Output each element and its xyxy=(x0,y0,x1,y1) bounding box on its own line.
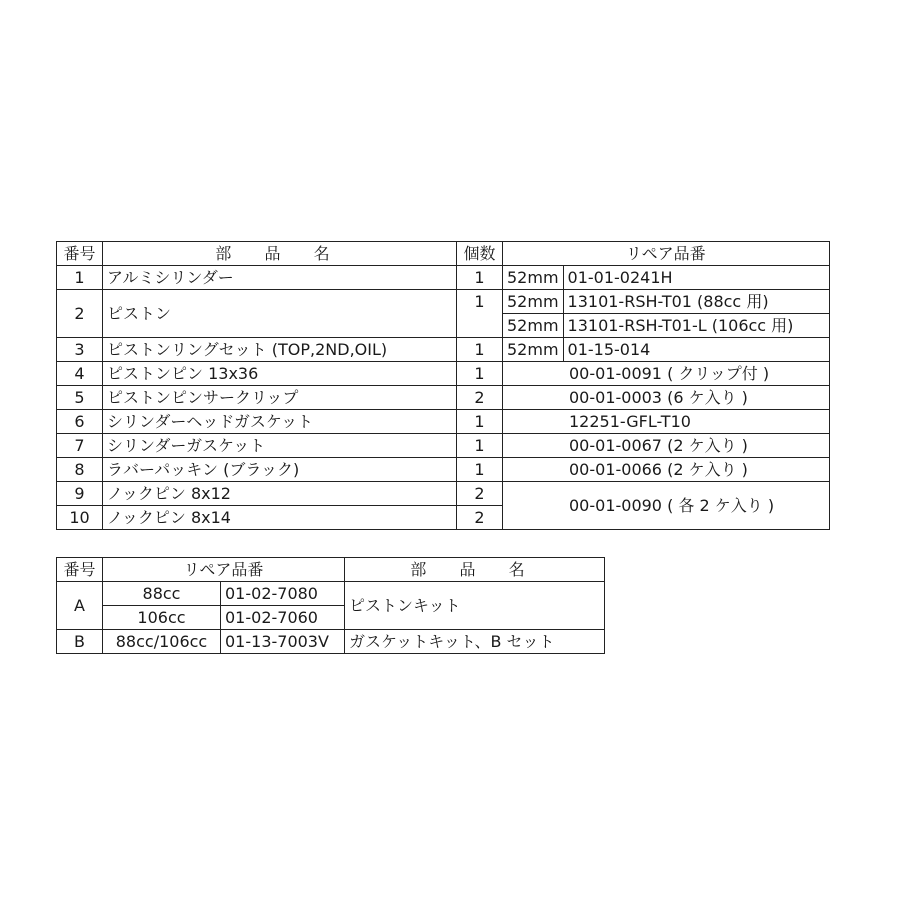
row-no: 6 xyxy=(57,410,103,434)
header-repair-number: リペア品番 xyxy=(503,242,830,266)
header-part-name: 部 品 名 xyxy=(103,242,457,266)
row-qty: 1 xyxy=(457,362,503,386)
row-qty: 1 xyxy=(457,410,503,434)
row-no: 10 xyxy=(57,506,103,530)
row-variant: 88cc xyxy=(103,582,221,606)
row-no: A xyxy=(57,582,103,630)
table-row xyxy=(57,458,830,482)
table-row xyxy=(57,582,605,606)
row-name: ピストンリングセット (TOP,2ND,OIL) xyxy=(103,338,457,362)
row-variant: 106cc xyxy=(103,606,221,630)
parts-header-row xyxy=(57,242,830,266)
row-no: 9 xyxy=(57,482,103,506)
row-part: 01-01-0241H xyxy=(563,266,829,290)
row-part: 00-01-0003 (6 ケ入り ) xyxy=(503,386,830,410)
kit-header-row xyxy=(57,558,605,582)
row-qty: 1 xyxy=(457,434,503,458)
row-name: ノックピン 8x14 xyxy=(103,506,457,530)
row-no: 2 xyxy=(57,290,103,338)
row-name: ピストン xyxy=(103,290,457,338)
header-repair-number: リペア品番 xyxy=(103,558,345,582)
row-no: 7 xyxy=(57,434,103,458)
row-qty: 1 xyxy=(457,266,503,290)
row-size: 52mm xyxy=(503,266,564,290)
row-part: 13101-RSH-T01 (88cc 用) xyxy=(563,290,829,314)
header-no: 番号 xyxy=(57,558,103,582)
row-qty: 2 xyxy=(457,506,503,530)
table-row xyxy=(57,482,830,506)
row-part: 00-01-0091 ( クリップ付 ) xyxy=(503,362,830,386)
row-no: 1 xyxy=(57,266,103,290)
row-size: 52mm xyxy=(503,290,564,314)
row-no: 8 xyxy=(57,458,103,482)
row-name: ガスケットキット、B セット xyxy=(345,630,605,654)
row-part: 12251-GFL-T10 xyxy=(503,410,830,434)
table-row xyxy=(57,290,830,314)
row-qty: 1 xyxy=(457,338,503,362)
table-row xyxy=(57,410,830,434)
row-part: 00-01-0066 (2 ケ入り ) xyxy=(503,458,830,482)
row-name: アルミシリンダー xyxy=(103,266,457,290)
row-qty: 2 xyxy=(457,482,503,506)
row-name: ラバーパッキン (ブラック) xyxy=(103,458,457,482)
row-name: ピストンピンサークリップ xyxy=(103,386,457,410)
row-name: シリンダーヘッドガスケット xyxy=(103,410,457,434)
row-part: 00-01-0067 (2 ケ入り ) xyxy=(503,434,830,458)
row-name: ノックピン 8x12 xyxy=(103,482,457,506)
row-part: 01-13-7003V xyxy=(221,630,345,654)
row-no: 3 xyxy=(57,338,103,362)
kit-table xyxy=(56,557,605,654)
row-size: 52mm xyxy=(503,314,564,338)
row-name: ピストンキット xyxy=(345,582,605,630)
table-row xyxy=(57,338,830,362)
row-name: ピストンピン 13x36 xyxy=(103,362,457,386)
row-variant: 88cc/106cc xyxy=(103,630,221,654)
row-part: 01-15-014 xyxy=(563,338,829,362)
row-size: 52mm xyxy=(503,338,564,362)
header-qty: 個数 xyxy=(457,242,503,266)
row-part: 01-02-7060 xyxy=(221,606,345,630)
row-part: 13101-RSH-T01-L (106cc 用) xyxy=(563,314,829,338)
header-no: 番号 xyxy=(57,242,103,266)
row-qty: 1 xyxy=(457,290,503,338)
table-row xyxy=(57,266,830,290)
table-row xyxy=(57,362,830,386)
row-no: 5 xyxy=(57,386,103,410)
header-part-name: 部 品 名 xyxy=(345,558,605,582)
table-row xyxy=(57,630,605,654)
row-name: シリンダーガスケット xyxy=(103,434,457,458)
row-no: B xyxy=(57,630,103,654)
row-no: 4 xyxy=(57,362,103,386)
row-part: 00-01-0090 ( 各 2 ケ入り ) xyxy=(503,482,830,530)
table-row xyxy=(57,434,830,458)
row-part: 01-02-7080 xyxy=(221,582,345,606)
parts-table xyxy=(56,241,830,530)
row-qty: 1 xyxy=(457,458,503,482)
table-row xyxy=(57,386,830,410)
row-qty: 2 xyxy=(457,386,503,410)
